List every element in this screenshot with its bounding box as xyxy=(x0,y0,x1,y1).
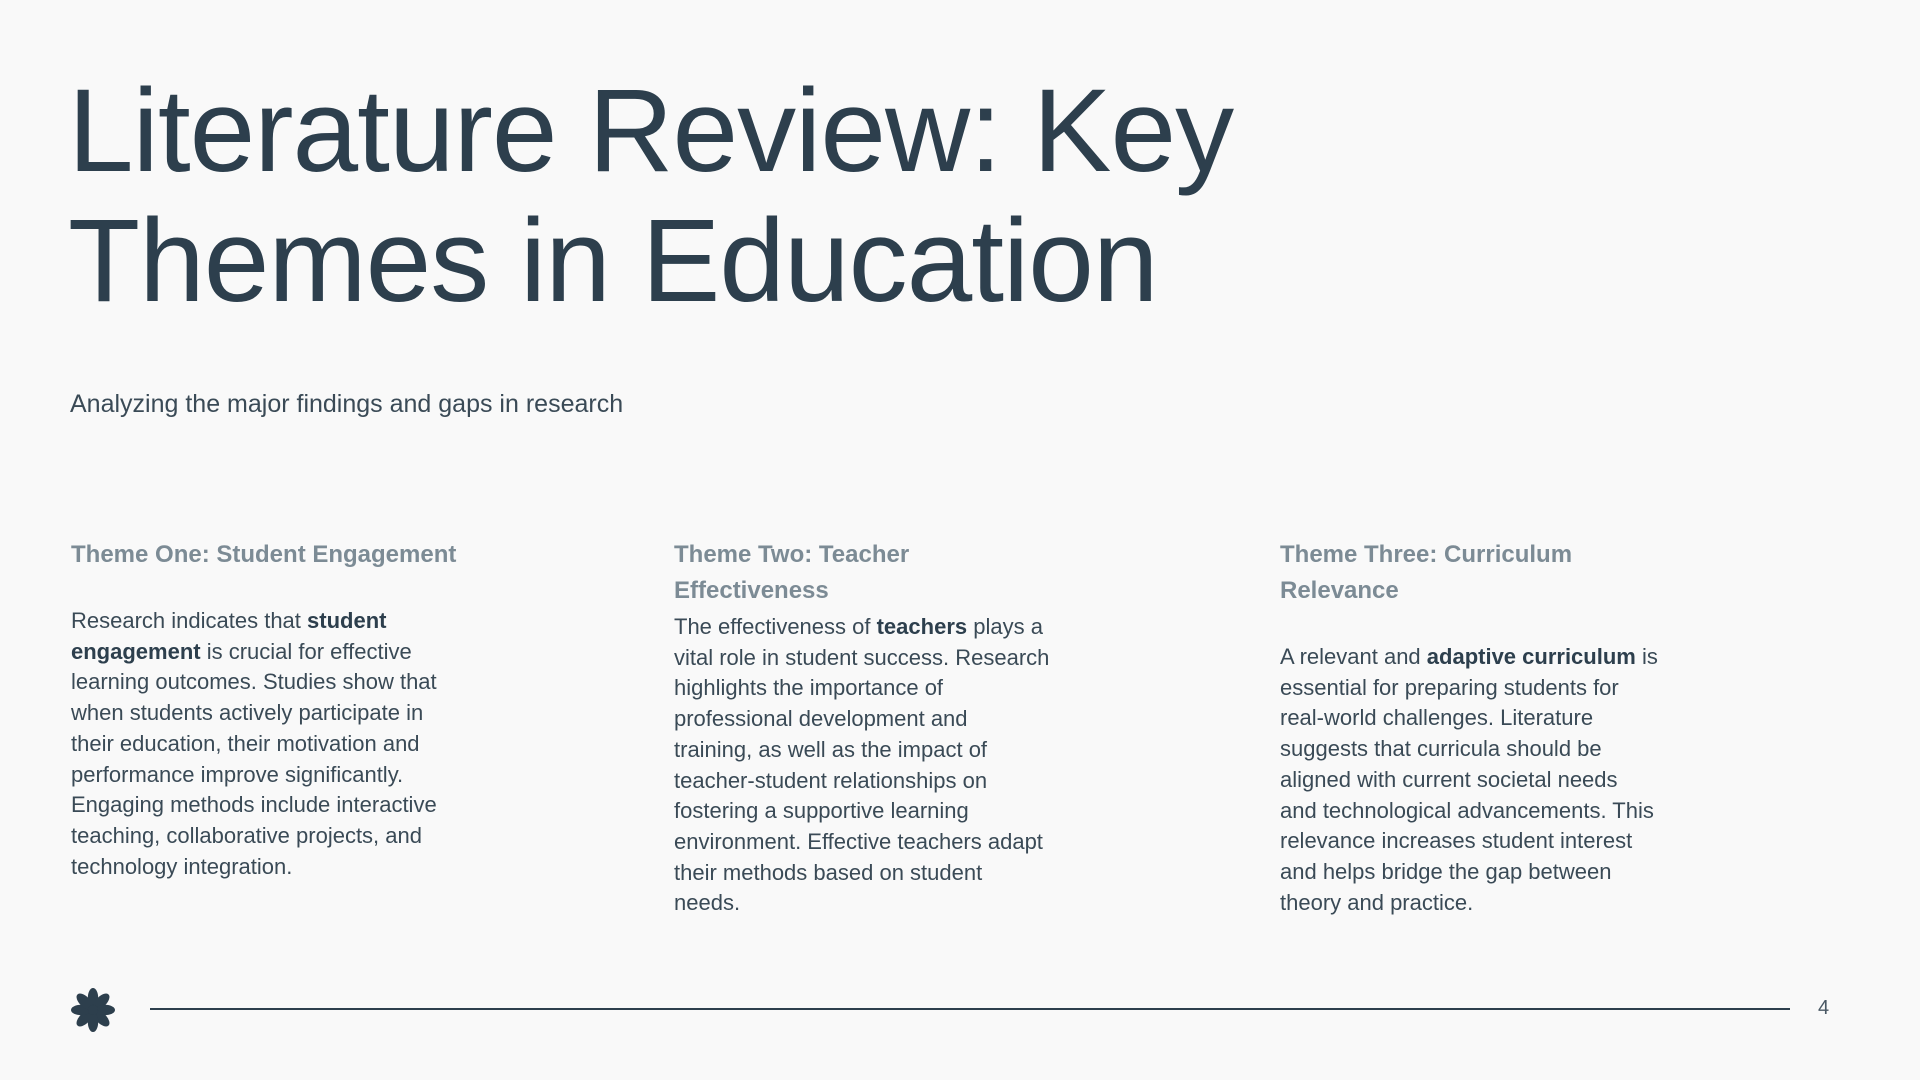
emphasis-text: student xyxy=(307,608,387,633)
theme-heading-line: Theme Two: Teacher xyxy=(674,541,910,568)
theme-heading xyxy=(1280,537,1658,609)
body-line: suggests that curricula should be xyxy=(1280,736,1602,762)
body-line: learning outcomes. Studies show that xyxy=(71,669,437,695)
body-line: and technological advancements. This xyxy=(1280,797,1654,823)
theme-column-student-engagement xyxy=(71,537,456,882)
theme-body xyxy=(71,606,456,882)
theme-heading-line: Relevance xyxy=(1280,577,1399,604)
body-line: their methods based on student xyxy=(674,859,983,885)
body-line: their education, their motivation and xyxy=(71,730,420,756)
slide-subtitle: Analyzing the major findings and gaps in research xyxy=(70,390,624,418)
page-number: 4 xyxy=(1818,997,1830,1019)
body-line: Research indicates that student xyxy=(71,608,387,633)
footer-divider xyxy=(150,1008,1790,1010)
body-line: training, as well as the impact of xyxy=(674,736,988,762)
slide-title-line: Themes in Education xyxy=(68,195,1158,327)
body-line: aligned with current societal needs xyxy=(1280,766,1618,792)
body-line: A relevant and adaptive curriculum is xyxy=(1280,644,1658,669)
body-line: performance improve significantly. xyxy=(71,761,404,787)
theme-column-teacher-effectiveness xyxy=(674,537,1049,919)
flower-icon xyxy=(69,986,117,1034)
body-line: relevance increases student interest xyxy=(1280,828,1633,854)
theme-body xyxy=(674,612,1049,919)
body-line: and helps bridge the gap between xyxy=(1280,858,1612,884)
body-line: professional development and xyxy=(674,706,968,732)
body-line: environment. Effective teachers adapt xyxy=(674,828,1043,854)
body-line: fostering a supportive learning xyxy=(674,798,969,824)
body-line: Engaging methods include interactive xyxy=(71,792,437,818)
body-line: The effectiveness of teachers plays a xyxy=(674,614,1043,639)
theme-column-curriculum-relevance xyxy=(1280,537,1658,918)
theme-heading xyxy=(674,537,1049,609)
body-line: teaching, collaborative projects, and xyxy=(71,822,422,848)
body-line: teacher-student relationships on xyxy=(674,767,988,793)
body-line: when students actively participate in xyxy=(71,700,424,726)
theme-heading-line: Theme One: Student Engagement xyxy=(71,541,457,568)
theme-heading-line: Effectiveness xyxy=(674,577,829,604)
body-line: highlights the importance of xyxy=(674,675,944,701)
emphasis-text: teachers xyxy=(876,614,968,639)
body-line: needs. xyxy=(674,890,741,916)
theme-body xyxy=(1280,642,1658,918)
theme-heading xyxy=(71,537,456,573)
slide-title xyxy=(68,66,1568,326)
emphasis-text: adaptive curriculum xyxy=(1426,644,1636,669)
theme-heading-line: Theme Three: Curriculum xyxy=(1280,541,1573,568)
body-line: technology integration. xyxy=(71,853,293,879)
emphasis-text: engagement xyxy=(71,638,201,664)
body-line: real-world challenges. Literature xyxy=(1280,705,1594,731)
slide-title-line: Literature Review: Key xyxy=(68,65,1234,197)
body-line: theory and practice. xyxy=(1280,889,1474,915)
body-line: engagement is crucial for effective xyxy=(71,638,412,664)
body-line: vital role in student success. Research xyxy=(674,644,1050,670)
body-line: essential for preparing students for xyxy=(1280,674,1619,700)
